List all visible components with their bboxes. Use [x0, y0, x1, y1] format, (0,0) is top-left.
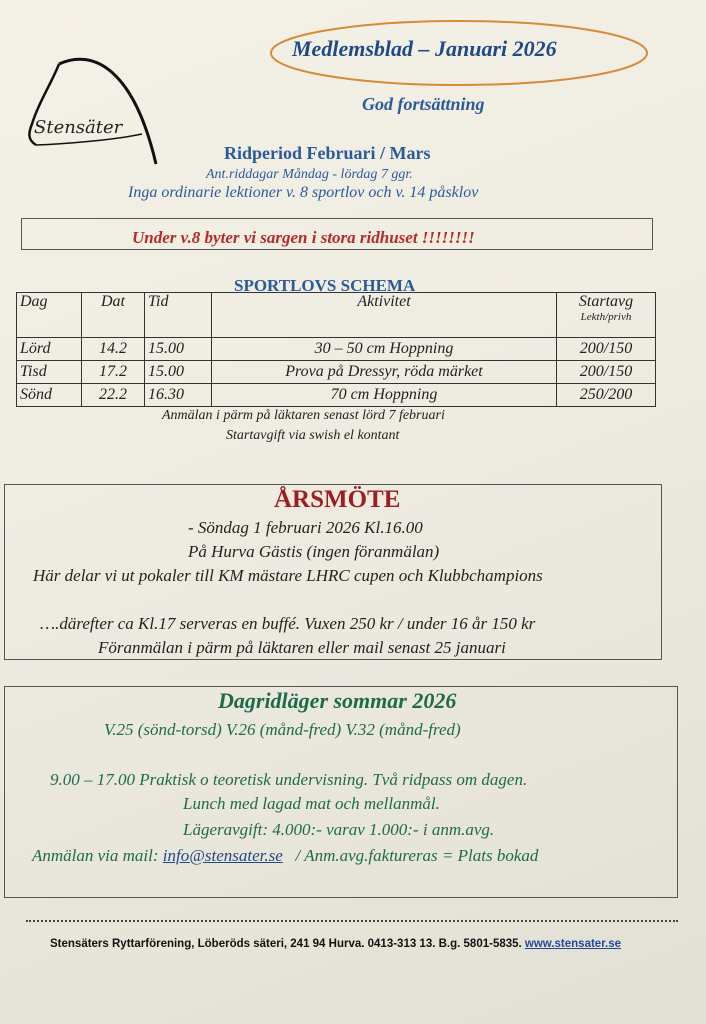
logo-text: Stensäter [34, 117, 123, 138]
cell-dat: 17.2 [82, 361, 145, 384]
header-dag: Dag [17, 293, 82, 338]
ridperiod-title: Ridperiod Februari / Mars [224, 143, 431, 163]
arsmote-line-3: Här delar vi ut pokaler till KM mästare LHRC cupen och Klubbchampions [33, 566, 543, 585]
sportlov-note-2: Startavgift via swish el kontant [226, 428, 400, 443]
cell-aktivitet: 30 – 50 cm Hoppning [212, 338, 557, 361]
ridperiod-line-1: Ant.riddagar Måndag - lördag 7 ggr. [206, 167, 413, 182]
dagridlager-line-4: Lägeravgift: 4.000:- varav 1.000:- i anm.avg. [183, 820, 495, 839]
dagridlager-box [4, 686, 678, 898]
sportlov-table [16, 292, 656, 407]
footer-divider [26, 920, 678, 922]
header-tid: Tid [145, 293, 212, 338]
cell-dag: Sönd [17, 384, 82, 407]
sportlov-title: SPORTLOVS SCHEMA [234, 276, 416, 295]
cell-dat: 14.2 [82, 338, 145, 361]
footer [50, 938, 621, 950]
cell-tid: 15.00 [145, 338, 212, 361]
cell-startavg: 250/200 [557, 384, 656, 407]
arsmote-line-5: Föranmälan i pärm på läktaren eller mail senast 25 januari [98, 638, 506, 657]
table-row [17, 384, 656, 407]
header-startavg-label: Startavg [578, 293, 634, 310]
arsmote-title: ÅRSMÖTE [274, 486, 401, 513]
mail-suffix: / Anm.avg.faktureras = Plats bokad [295, 846, 539, 865]
header-aktivitet: Aktivitet [212, 293, 557, 338]
cell-aktivitet: Prova på Dressyr, röda märket [212, 361, 557, 384]
arsmote-line-1: - Söndag 1 februari 2026 Kl.16.00 [188, 518, 423, 537]
header-startavg-sub: Lekth/privh [580, 311, 632, 323]
mail-prefix: Anmälan via mail: [32, 846, 163, 865]
header-dat: Dat [82, 293, 145, 338]
cell-tid: 15.00 [145, 361, 212, 384]
cell-tid: 16.30 [145, 384, 212, 407]
ridperiod-line-2: Inga ordinarie lektioner v. 8 sportlov och v. 14 påsklov [128, 184, 479, 201]
table-row [17, 338, 656, 361]
cell-dat: 22.2 [82, 384, 145, 407]
arsmote-line-4: ….därefter ca Kl.17 serveras en buffé. Vuxen 250 kr / under 16 år 150 kr [40, 614, 536, 633]
header-startavg [557, 293, 656, 338]
table-row [17, 361, 656, 384]
horse-logo-icon [24, 52, 169, 172]
cell-dag: Tisd [17, 361, 82, 384]
subtitle: God fortsättning [362, 94, 485, 114]
notice-text: Under v.8 byter vi sargen i stora ridhuset !!!!!!!! [132, 228, 475, 247]
arsmote-line-2: På Hurva Gästis (ingen föranmälan) [188, 542, 440, 561]
cell-startavg: 200/150 [557, 338, 656, 361]
dagridlager-title: Dagridläger sommar 2026 [218, 688, 457, 713]
table-header-row [17, 293, 656, 338]
footer-text: Stensäters Ryttarförening, Löberöds säteri, 241 94 Hurva. 0413-313 13. B.g. 5801-5835. [50, 938, 525, 950]
dagridlager-line-3: Lunch med lagad mat och mellanmål. [183, 794, 440, 813]
cell-dag: Lörd [17, 338, 82, 361]
cell-aktivitet: 70 cm Hoppning [212, 384, 557, 407]
dagridlager-line-1: V.25 (sönd-torsd) V.26 (månd-fred) V.32 (månd-fred) [104, 720, 461, 739]
website-link[interactable]: www.stensater.se [524, 938, 622, 950]
dagridlager-line-2: 9.00 – 17.00 Praktisk o teoretisk undervisning. Två ridpass om dagen. [50, 770, 528, 789]
page-title: Medlemsblad – Januari 2026 [292, 36, 557, 61]
sportlov-note-1: Anmälan i pärm på läktaren senast lörd 7 februari [162, 408, 445, 423]
dagridlager-line-5 [32, 846, 538, 866]
email-link[interactable]: info@stensater.se [162, 846, 283, 865]
cell-startavg: 200/150 [557, 361, 656, 384]
